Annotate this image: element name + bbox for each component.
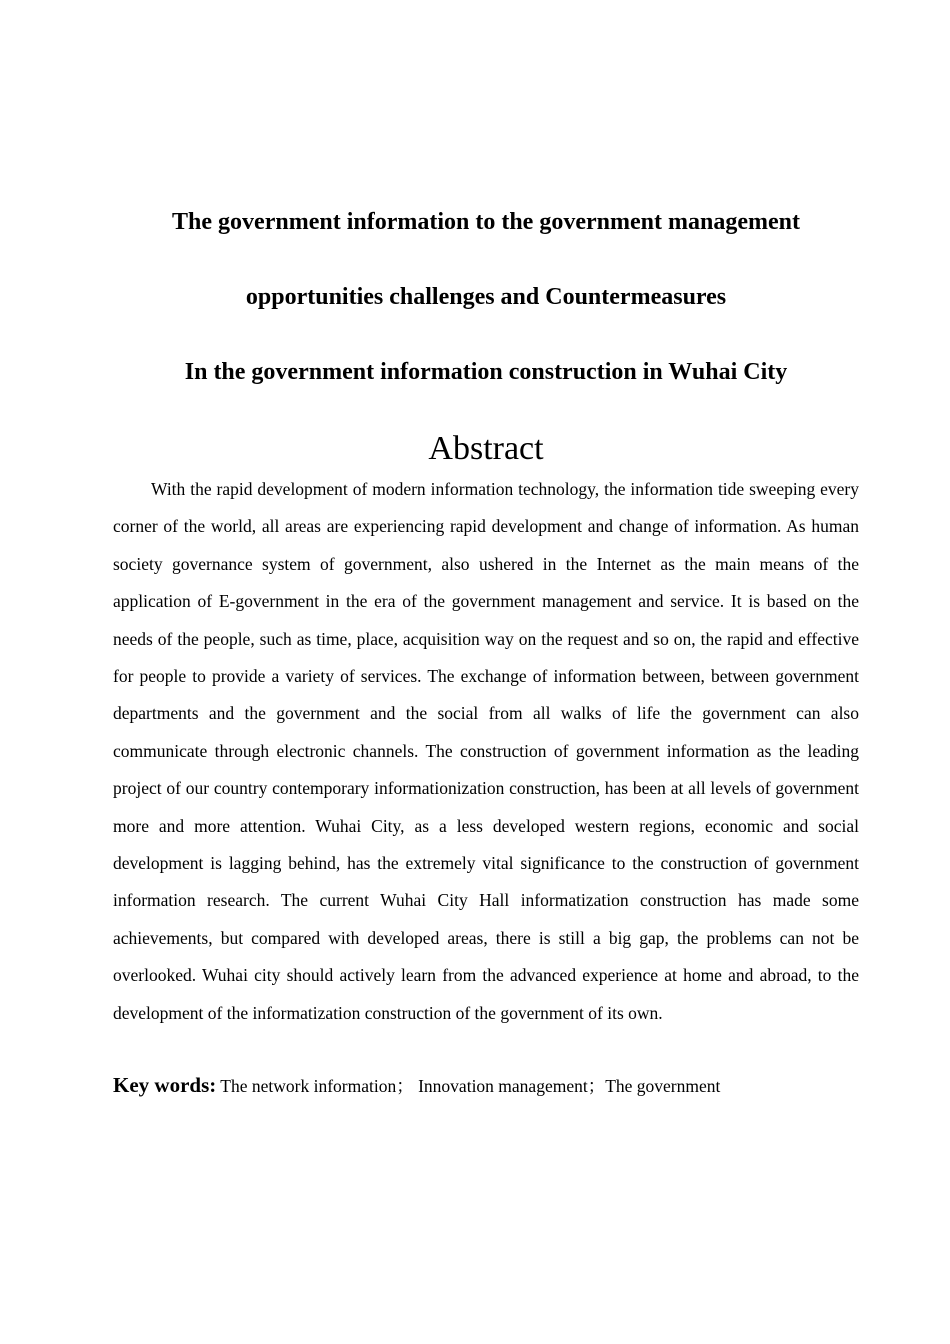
title-line-1: The government information to the government management <box>172 209 800 235</box>
title-line-3: In the government information construction in Wuhai City <box>184 359 788 385</box>
abstract-heading: Abstract <box>428 430 544 467</box>
document-title <box>100 203 872 428</box>
title-line-2: opportunities challenges and Countermeasures <box>245 284 727 310</box>
keywords-line <box>113 1067 859 1105</box>
keywords-text: The network information； Innovation management；The government <box>216 1076 721 1096</box>
abstract-paragraph: With the rapid development of modern information technology, the information tide sweeping every corner of the world, all areas are experiencing rapid development and change of information. As human society governance system of government, also ushered in the Internet as the main means of the application of E-government in the era of the government management and service. It is based on the needs of the people, such as time, place, acquisition way on the request and so on, the rapid and effective for people to provide a variety of services. The exchange of information between, between government departments and the government and the social from all walks of life the government can also communicate through electronic channels. The construction of government information as the leading project of our country contemporary informationization construction, has been at all levels of government more and more attention. Wuhai City, as a less developed western regions, economic and social development is lagging behind, has the extremely vital significance to the construction of government information research. The current Wuhai City Hall informatization construction has made some achievements, but compared with developed areas, there is still a big gap, the problems can not be overlooked. Wuhai city should actively learn from the advanced experience at home and abroad, to the development of the informatization construction of the government of its own. <box>113 479 859 1023</box>
keywords-label: Key words: <box>113 1073 217 1097</box>
